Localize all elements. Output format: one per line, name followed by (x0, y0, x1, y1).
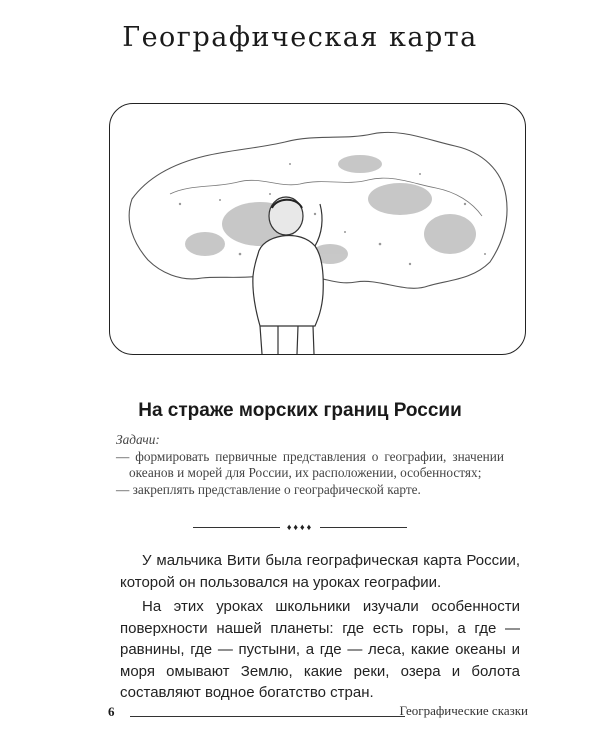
page-title: Географическая карта (122, 22, 478, 53)
task-item: — формировать первичные представления о географии, значении океанов и морей для России, их расположении, особенностях; (116, 448, 504, 480)
map-terrain-shading (185, 155, 476, 264)
diamond-icon: ♦♦♦♦ (286, 522, 314, 532)
story-paragraph: На этих уроках школьники изучали особенности поверхности нашей планеты: где есть горы, а где — равнины, где — пустыни, а где — леса, какие океаны и моря омывают Землю, какие реки, озера и болота составляют водное богатство стран. (120, 598, 520, 701)
map-illustration (109, 103, 526, 355)
ornament-divider (193, 520, 407, 534)
tasks-label: Задачи: (116, 432, 160, 447)
map-inner-coast (170, 178, 482, 216)
divider-line-right (320, 527, 407, 528)
footer-book-title: Географические сказки (399, 703, 528, 718)
footer-rule (130, 716, 405, 717)
divider-line-left (193, 527, 280, 528)
story-text (120, 550, 520, 707)
page-number: 6 (108, 704, 115, 719)
boy-at-map-drawing (110, 104, 525, 354)
story-paragraph: У мальчика Вити была географическая карта России, которой он пользовался на уроках географии. (120, 552, 520, 591)
tasks-block (116, 432, 504, 498)
section-title: На страже морских границ России (138, 400, 462, 421)
task-item: — закреплять представление о географической карте. (116, 481, 421, 497)
